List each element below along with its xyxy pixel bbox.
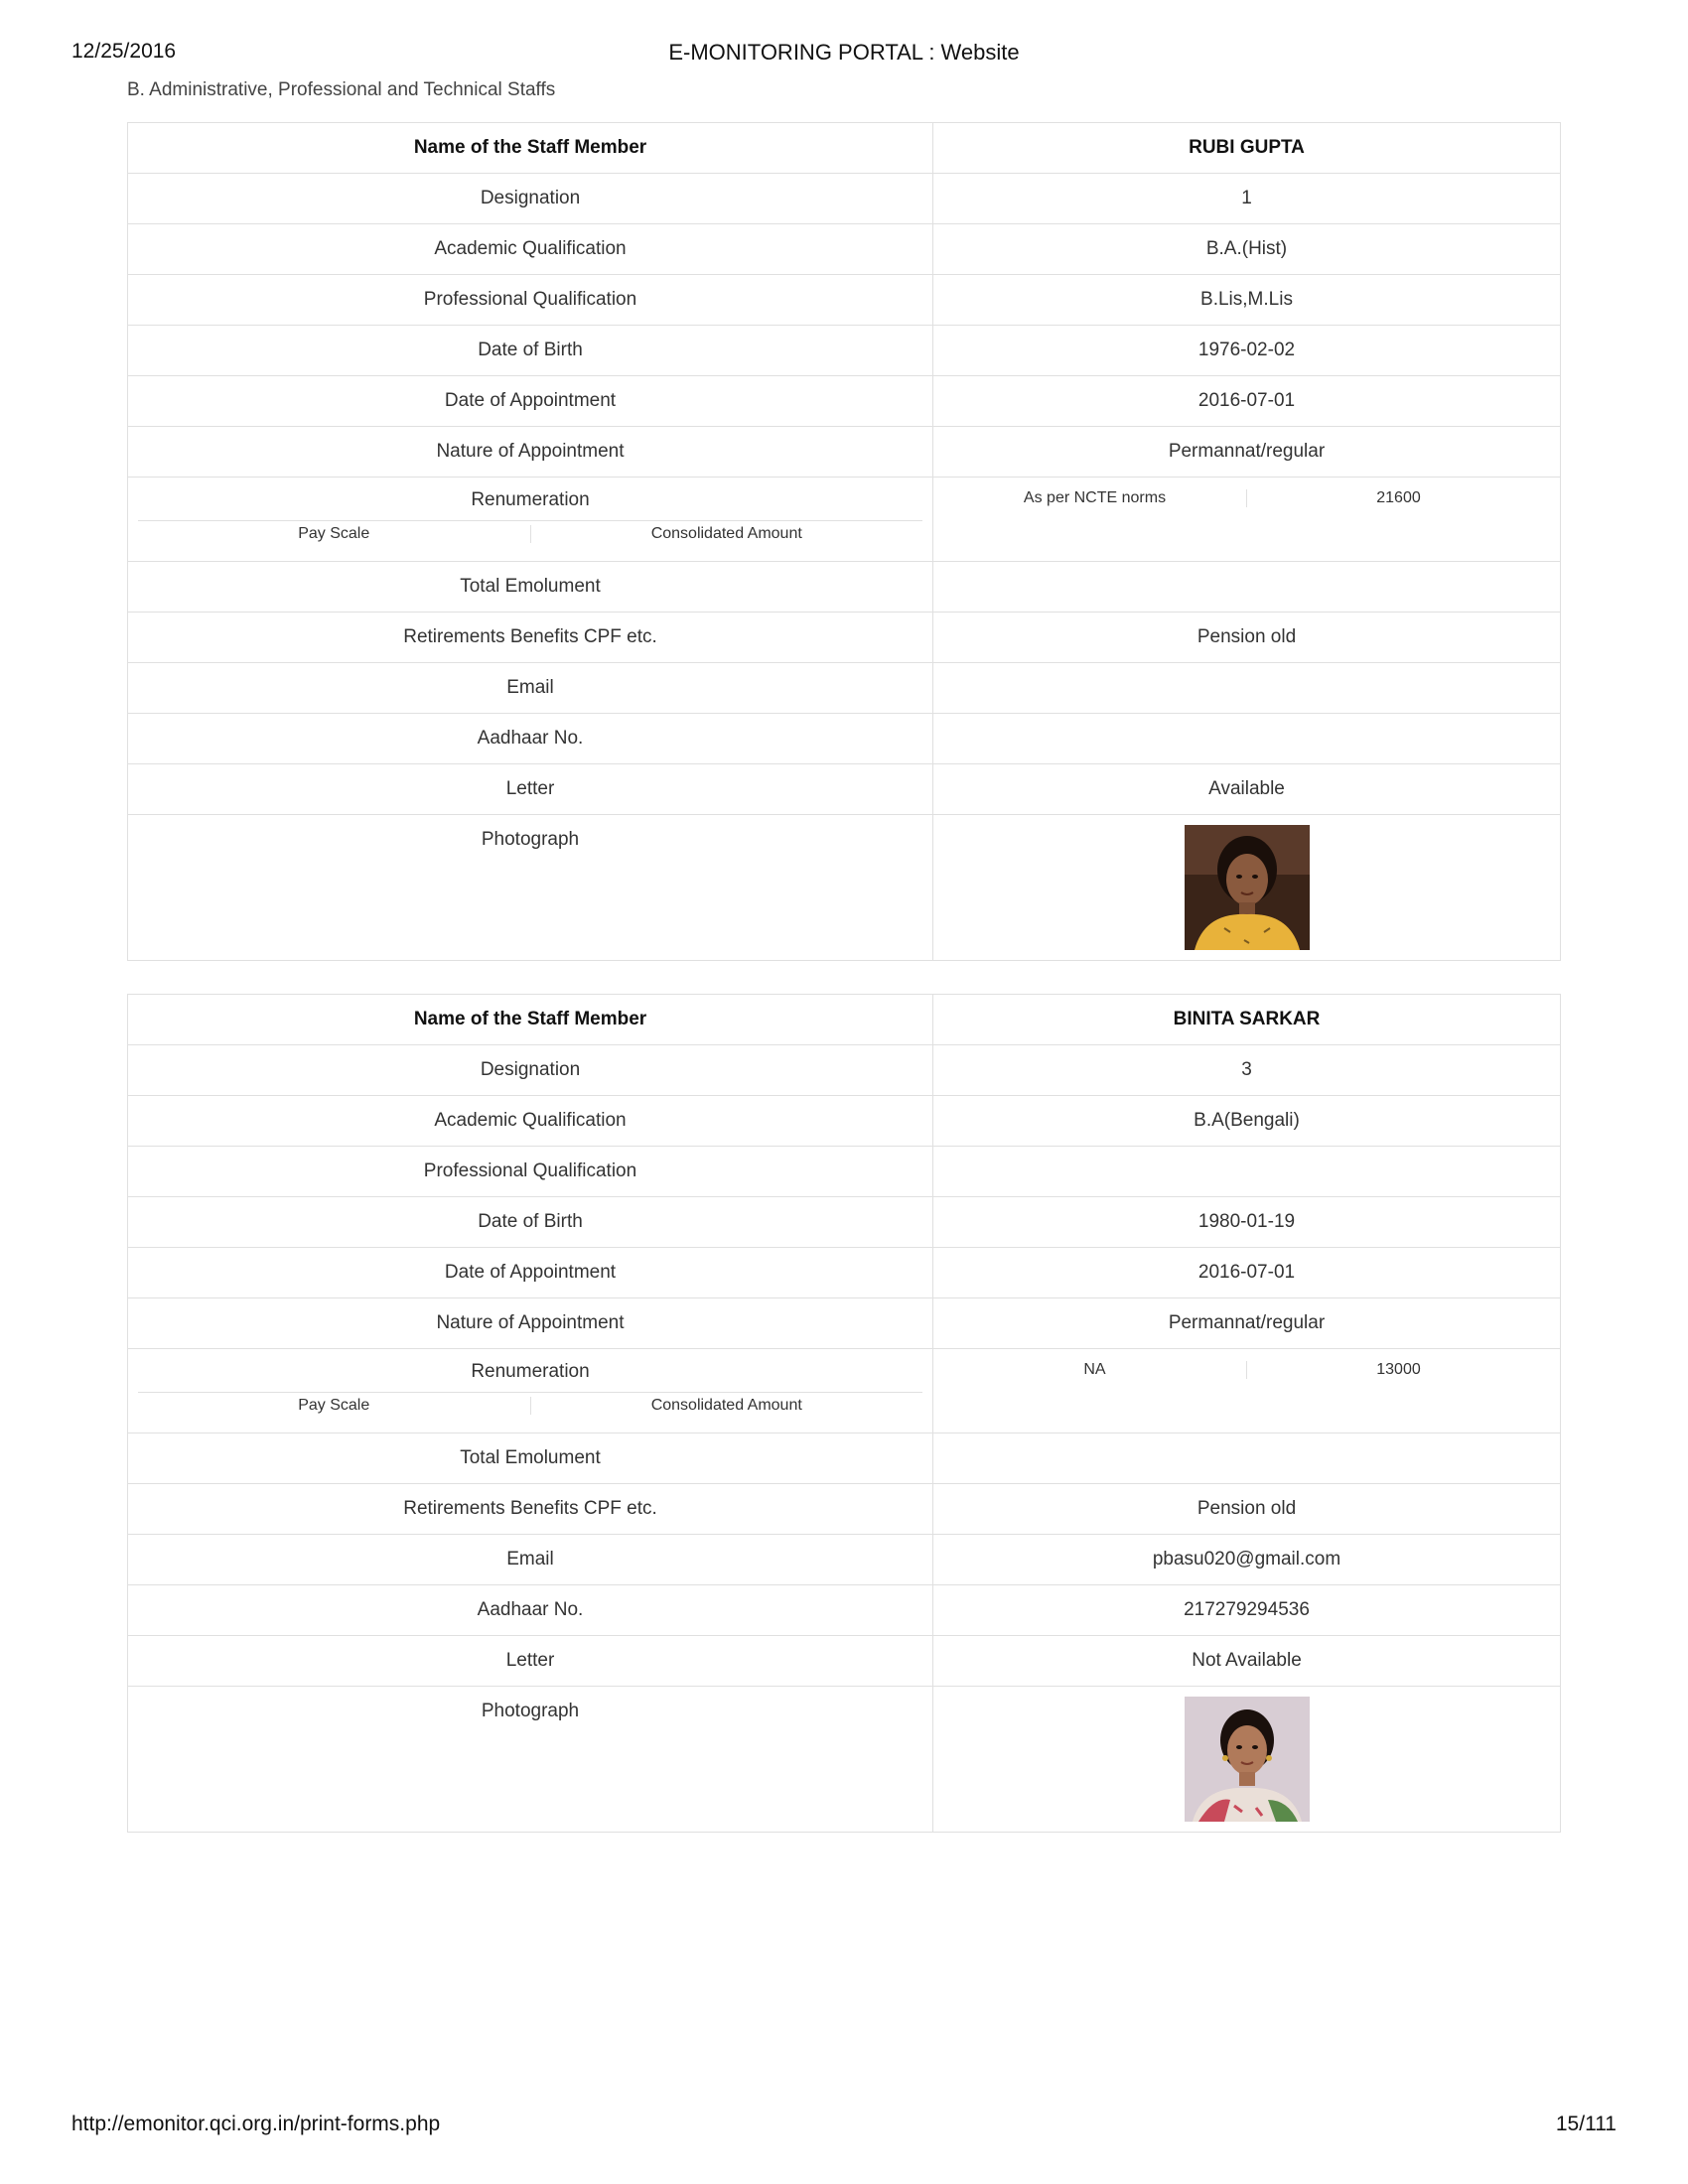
dob-label: Date of Birth <box>128 1197 933 1248</box>
designation-row <box>128 1045 1561 1096</box>
renumeration-value-cell <box>933 478 1561 562</box>
staff-photo <box>1185 825 1310 950</box>
retirement-label: Retirements Benefits CPF etc. <box>128 613 933 663</box>
dob-row <box>128 1197 1561 1248</box>
total-value <box>933 1433 1561 1484</box>
letter-value: Available <box>933 764 1561 815</box>
photograph-label: Photograph <box>128 815 933 961</box>
print-page-number: 15/111 <box>1555 2113 1617 2135</box>
pay-scale-value: As per NCTE norms <box>943 489 1247 507</box>
total-label: Total Emolument <box>128 1433 933 1484</box>
pay-scale-label: Pay Scale <box>138 525 531 543</box>
renumeration-values <box>943 489 1550 507</box>
retirement-value: Pension old <box>933 613 1561 663</box>
renumeration-row <box>128 1349 1561 1433</box>
designation-value: 1 <box>933 174 1561 224</box>
pay-scale-label: Pay Scale <box>138 1397 531 1415</box>
dob-row <box>128 326 1561 376</box>
print-title: E-MONITORING PORTAL : Website <box>668 40 1020 65</box>
photograph-cell <box>933 815 1561 961</box>
aadhaar-label: Aadhaar No. <box>128 714 933 764</box>
dob-value: 1976-02-02 <box>933 326 1561 376</box>
name-label: Name of the Staff Member <box>128 995 933 1045</box>
designation-row <box>128 174 1561 224</box>
academic-value: B.A(Bengali) <box>933 1096 1561 1147</box>
photograph-row <box>128 1687 1561 1833</box>
professional-row <box>128 275 1561 326</box>
renumeration-value-cell <box>933 1349 1561 1433</box>
professional-row <box>128 1147 1561 1197</box>
aadhaar-label: Aadhaar No. <box>128 1585 933 1636</box>
staff-photo <box>1185 1697 1310 1822</box>
staff-table-2 <box>127 994 1561 1833</box>
letter-row <box>128 1636 1561 1687</box>
doa-value: 2016-07-01 <box>933 1248 1561 1298</box>
doa-row <box>128 1248 1561 1298</box>
nature-row <box>128 1298 1561 1349</box>
academic-label: Academic Qualification <box>128 1096 933 1147</box>
consolidated-value: 21600 <box>1376 489 1421 506</box>
email-row <box>128 1535 1561 1585</box>
renumeration-label-cell <box>128 478 933 562</box>
email-value: pbasu020@gmail.com <box>933 1535 1561 1585</box>
pay-scale-value: NA <box>943 1361 1247 1379</box>
letter-label: Letter <box>128 1636 933 1687</box>
print-date: 12/25/2016 <box>71 40 177 63</box>
portrait-image <box>1185 825 1310 950</box>
doa-label: Date of Appointment <box>128 1248 933 1298</box>
dob-value: 1980-01-19 <box>933 1197 1561 1248</box>
name-value: RUBI GUPTA <box>933 123 1561 174</box>
letter-row <box>128 764 1561 815</box>
print-url: http://emonitor.qci.org.in/print-forms.php <box>71 2113 441 2135</box>
retirement-label: Retirements Benefits CPF etc. <box>128 1484 933 1535</box>
renumeration-subheaders <box>138 521 922 543</box>
photograph-cell <box>933 1687 1561 1833</box>
nature-label: Nature of Appointment <box>128 1298 933 1349</box>
renumeration-label: Renumeration <box>138 1349 922 1393</box>
nature-label: Nature of Appointment <box>128 427 933 478</box>
total-row <box>128 562 1561 613</box>
name-row <box>128 123 1561 174</box>
email-value <box>933 663 1561 714</box>
consolidated-value: 13000 <box>1376 1361 1421 1378</box>
consolidated-label: Consolidated Amount <box>650 1397 802 1414</box>
retirement-row <box>128 613 1561 663</box>
academic-row <box>128 224 1561 275</box>
academic-value: B.A.(Hist) <box>933 224 1561 275</box>
doa-value: 2016-07-01 <box>933 376 1561 427</box>
academic-row <box>128 1096 1561 1147</box>
email-row <box>128 663 1561 714</box>
letter-value: Not Available <box>933 1636 1561 1687</box>
designation-value: 3 <box>933 1045 1561 1096</box>
renumeration-values <box>943 1361 1550 1379</box>
letter-label: Letter <box>128 764 933 815</box>
academic-label: Academic Qualification <box>128 224 933 275</box>
nature-row <box>128 427 1561 478</box>
total-value <box>933 562 1561 613</box>
aadhaar-row <box>128 714 1561 764</box>
email-label: Email <box>128 663 933 714</box>
nature-value: Permannat/regular <box>933 1298 1561 1349</box>
section-heading: B. Administrative, Professional and Technical Staffs <box>127 79 556 100</box>
total-row <box>128 1433 1561 1484</box>
name-row <box>128 995 1561 1045</box>
renumeration-subheaders <box>138 1393 922 1415</box>
doa-label: Date of Appointment <box>128 376 933 427</box>
professional-label: Professional Qualification <box>128 1147 933 1197</box>
designation-label: Designation <box>128 174 933 224</box>
dob-label: Date of Birth <box>128 326 933 376</box>
renumeration-row <box>128 478 1561 562</box>
email-label: Email <box>128 1535 933 1585</box>
staff-table-1 <box>127 122 1561 961</box>
aadhaar-value: 217279294536 <box>933 1585 1561 1636</box>
renumeration-label-cell <box>128 1349 933 1433</box>
aadhaar-value <box>933 714 1561 764</box>
professional-value <box>933 1147 1561 1197</box>
retirement-value: Pension old <box>933 1484 1561 1535</box>
retirement-row <box>128 1484 1561 1535</box>
name-value: BINITA SARKAR <box>933 995 1561 1045</box>
consolidated-label: Consolidated Amount <box>650 525 802 542</box>
professional-label: Professional Qualification <box>128 275 933 326</box>
professional-value: B.Lis,M.Lis <box>933 275 1561 326</box>
nature-value: Permannat/regular <box>933 427 1561 478</box>
doa-row <box>128 376 1561 427</box>
photograph-row <box>128 815 1561 961</box>
aadhaar-row <box>128 1585 1561 1636</box>
total-label: Total Emolument <box>128 562 933 613</box>
designation-label: Designation <box>128 1045 933 1096</box>
print-header <box>71 40 1617 69</box>
renumeration-label: Renumeration <box>138 478 922 521</box>
portrait-image <box>1185 1697 1310 1822</box>
name-label: Name of the Staff Member <box>128 123 933 174</box>
photograph-label: Photograph <box>128 1687 933 1833</box>
